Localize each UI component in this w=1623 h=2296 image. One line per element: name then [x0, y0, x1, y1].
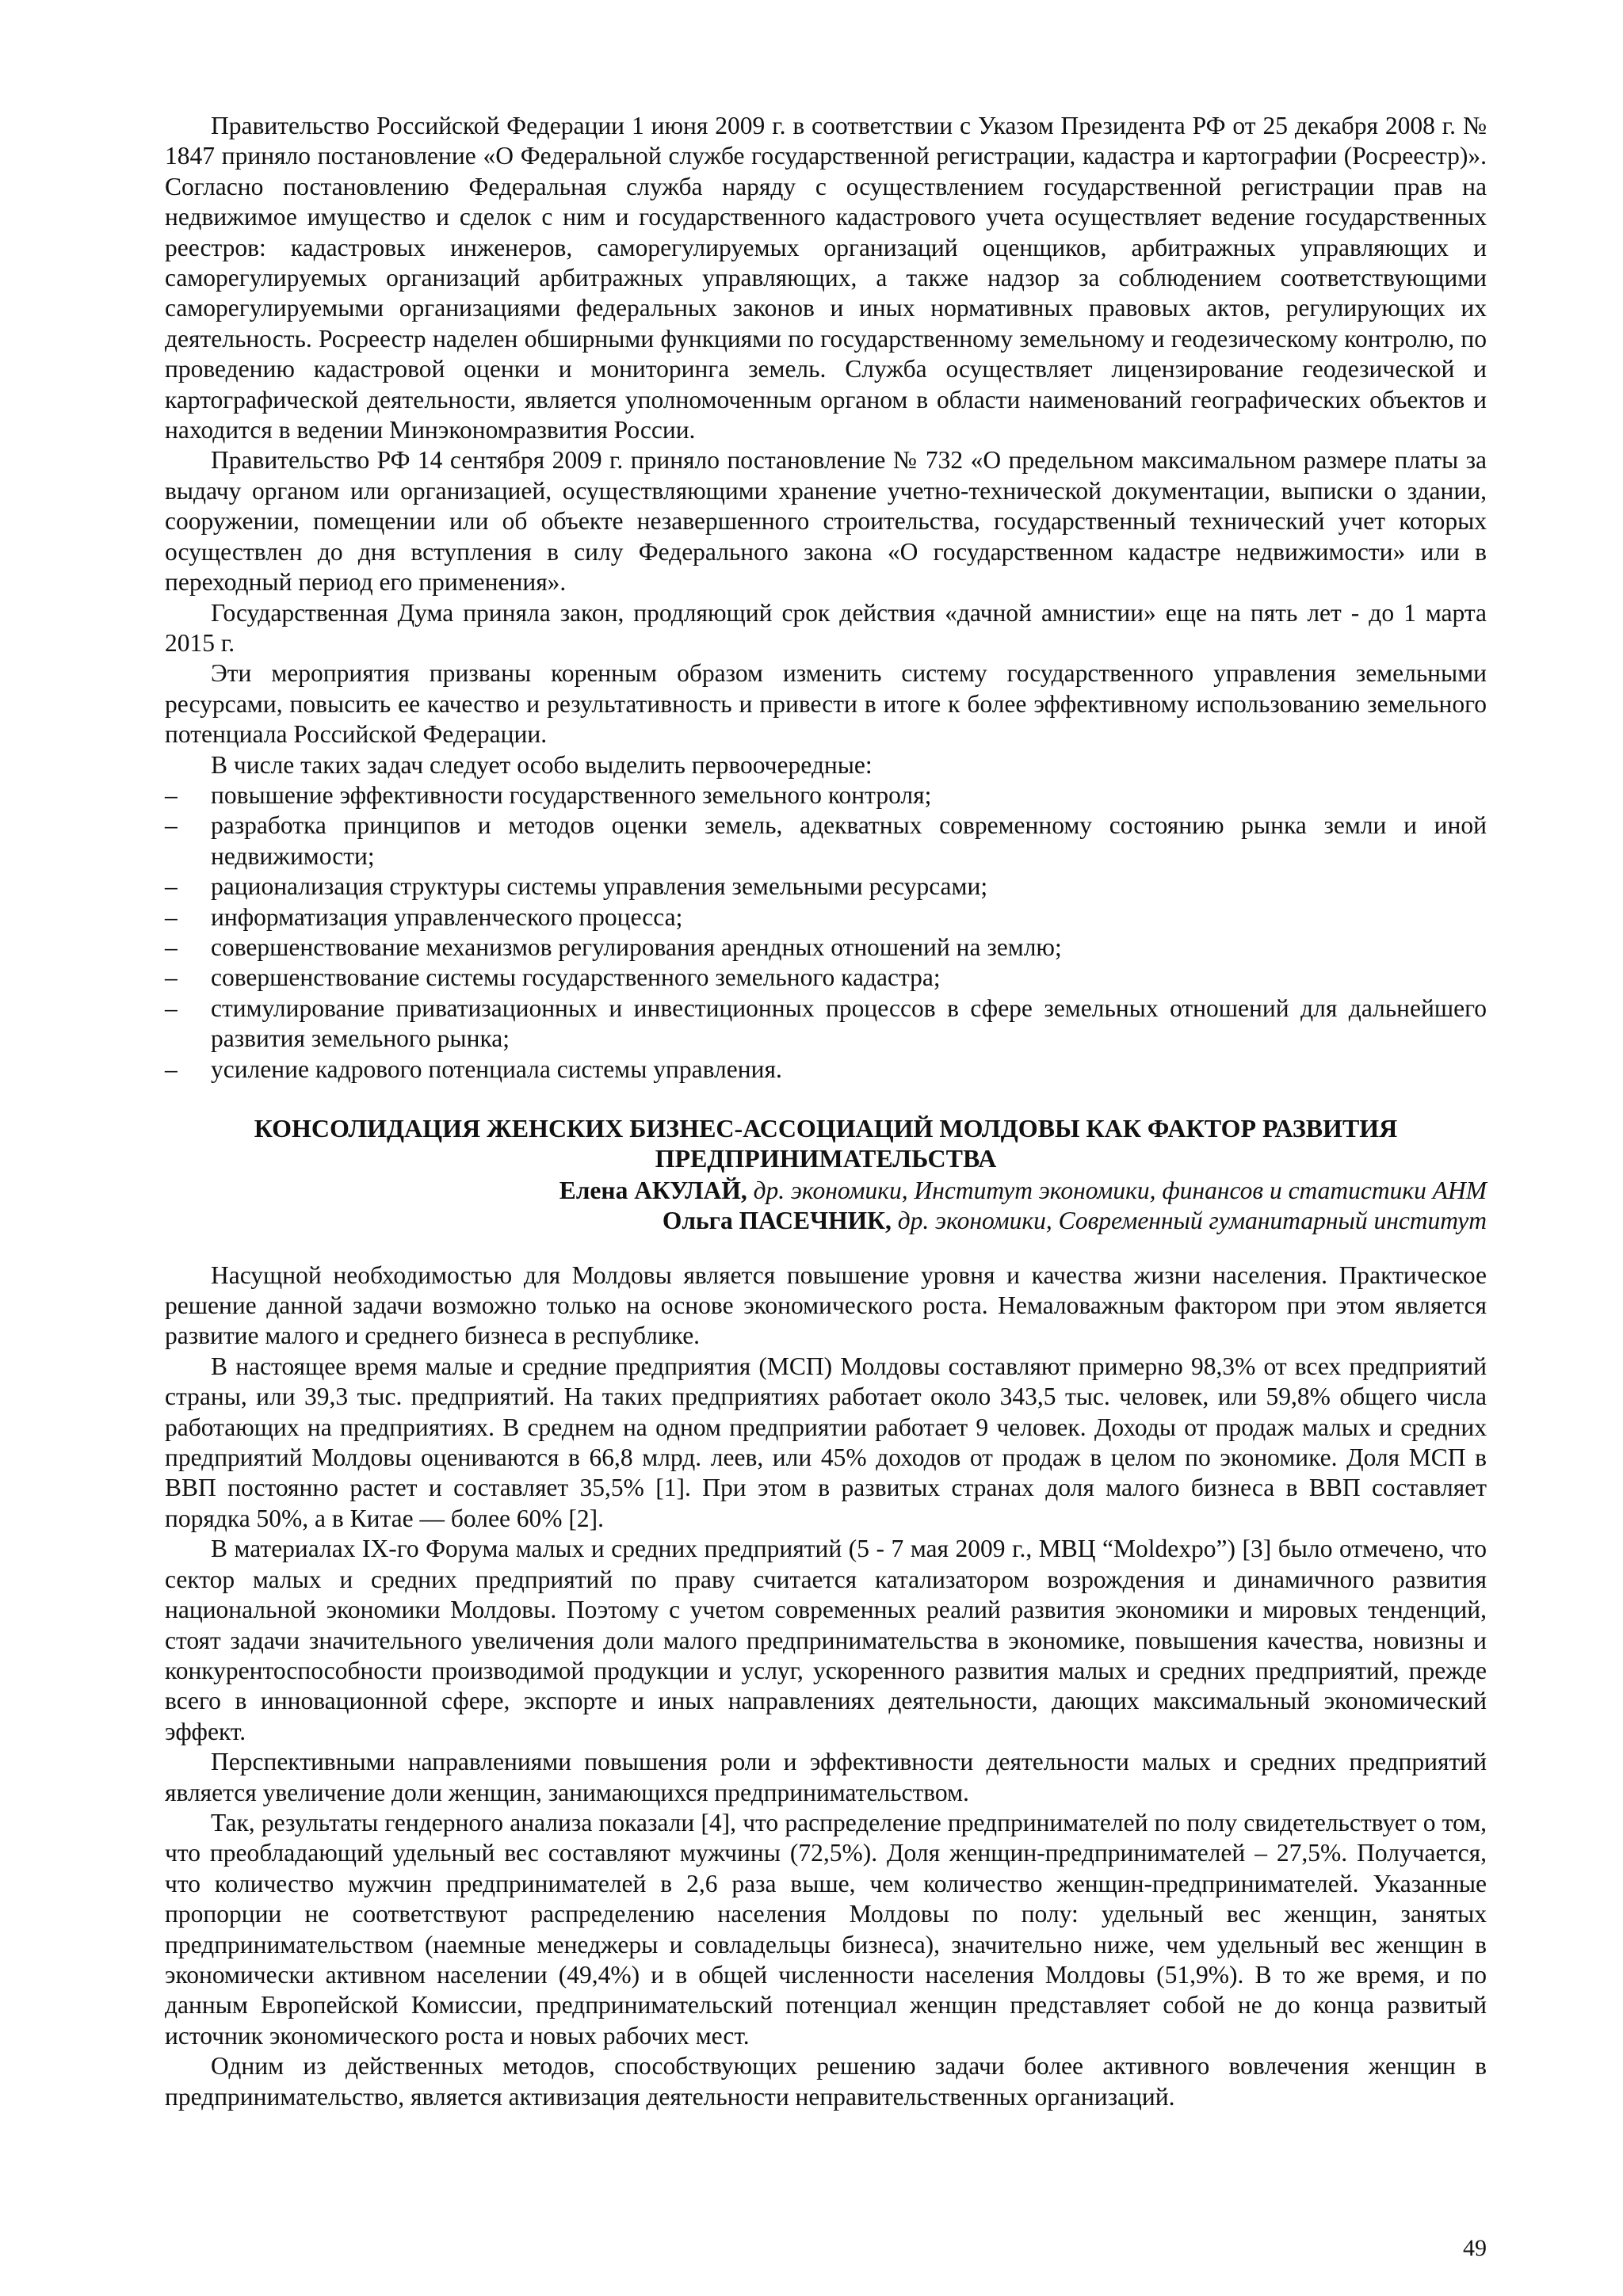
- list-bullet: –: [165, 780, 178, 809]
- page-number: 49: [1463, 2235, 1487, 2261]
- list-item: [165, 1055, 1487, 1085]
- article-paragraph: Одним из действенных методов, способствующих решению задачи более активного вовлечения женщин в предпринимательство, является активизация деятельности неправительственных организаций.: [165, 2052, 1487, 2111]
- list-bullet: –: [165, 933, 178, 961]
- article-paragraph: В настоящее время малые и средние предприятия (МСП) Молдовы составляют примерно 98,3% от всех предприятий страны, или 39,3 тыс. предприятий. На таких предприятиях работает около 343,5 тыс. человек, или 59,8% общего числа работающих на предприятиях. В среднем на одном предприятии работает 9 человек. Доходы от продаж малых и средних предприятий Молдовы оцениваются в 66,8 млрд. леев, или 45% доходов от продаж в целом по экономике. Доля МСП в ВВП постоянно растет и составляет 35,5% [1]. При этом в развитых странах доля малого бизнеса в ВВП составляет порядка 50%, а в Китае — более 60% [2].: [165, 1352, 1487, 1532]
- author-name: Елена АКУЛАЙ,: [559, 1176, 747, 1204]
- list-item-text: совершенствование системы государственного земельного кадастра;: [211, 963, 941, 992]
- list-bullet: –: [165, 811, 178, 840]
- list-bullet: –: [165, 994, 178, 1022]
- list-item: [165, 933, 1487, 963]
- paragraph-measures: Эти мероприятия призваны коренным образом изменить систему государственного управления земельными ресурсами, повысить ее качество и результативность и привести в итоге к более эффективному использованию земельного потенциала Российской Федерации.: [165, 659, 1487, 749]
- list-item-text: усиление кадрового потенциала системы управления.: [211, 1055, 782, 1083]
- article-paragraph: Перспективными направлениями повышения роли и эффективности деятельности малых и средних предприятий является увеличение доли женщин, занимающихся предпринимательством.: [165, 1748, 1487, 1806]
- article-title-line-1: КОНСОЛИДАЦИЯ ЖЕНСКИХ БИЗНЕС-АССОЦИАЦИЙ МОЛДОВЫ КАК ФАКТОР РАЗВИТИЯ: [254, 1114, 1398, 1142]
- article-title: [165, 1113, 1487, 1174]
- list-item: [165, 902, 1487, 933]
- list-bullet: –: [165, 963, 178, 992]
- list-item: [165, 871, 1487, 902]
- list-item-text: стимулирование приватизационных и инвестиционных процессов в сфере земельных отношений для дальнейшего развития земельного рынка;: [211, 994, 1487, 1053]
- list-item-text: рационализация структуры системы управления земельными ресурсами;: [211, 872, 988, 901]
- author-affiliation: др. экономики, Современный гуманитарный институт: [897, 1207, 1487, 1235]
- page-content: [165, 111, 1487, 2112]
- paragraph-priority-tasks: В числе таких задач следует особо выделить первоочередные:: [211, 750, 873, 779]
- list-item-text: повышение эффективности государственного земельного контроля;: [211, 780, 932, 809]
- author-affiliation: др. экономики, Институт экономики, финансов и статистики АНМ: [753, 1176, 1487, 1204]
- article-title-line-2: ПРЕДПРИНИМАТЕЛЬСТВА: [655, 1144, 997, 1173]
- list-item: [165, 994, 1487, 1055]
- article-authors: [165, 1176, 1487, 1237]
- list-item-text: информатизация управленческого процесса;: [211, 902, 683, 931]
- list-bullet: –: [165, 902, 178, 931]
- list-item: [165, 963, 1487, 993]
- list-item: [165, 780, 1487, 810]
- author-line: [165, 1176, 1487, 1206]
- list-item-text: разработка принципов и методов оценки земель, адекватных современному состоянию рынка земли и иной недвижимости;: [211, 811, 1487, 870]
- list-bullet: –: [165, 1055, 178, 1083]
- paragraph-dacha-amnesty: Государственная Дума приняла закон, продляющий срок действия «дачной амнистии» еще на пять лет - до 1 марта 2015 г.: [165, 598, 1487, 657]
- author-line: [165, 1206, 1487, 1236]
- article-paragraph: В материалах IX-го Форума малых и средних предприятий (5 - 7 мая 2009 г., МВЦ “Moldexpo”) [3] было отмечено, что сектор малых и средних предприятий по праву считается катализатором возрождения и динамичного развития национальной экономики Молдовы. Поэтому с учетом современных реалий развития экономики и мировых тенденций, стоят задачи значительного увеличения доли малого предпринимательства в экономике, повышения качества, новизны и конкурентоспособности производимой продукции и услуг, ускоренного развития малых и средних предприятий, прежде всего в инновационной сфере, экспорте и иных направлениях деятельности, дающих максимальный экономический эффект.: [165, 1535, 1487, 1745]
- list-item-text: совершенствование механизмов регулирования арендных отношений на землю;: [211, 933, 1062, 961]
- article-paragraph: Насущной необходимостью для Молдовы является повышение уровня и качества жизни населения. Практическое решение данной задачи возможно только на основе экономического роста. Немаловажным фактором при этом является развитие малого и среднего бизнеса в республике.: [165, 1261, 1487, 1350]
- author-name: Ольга ПАСЕЧНИК,: [662, 1207, 892, 1235]
- list-bullet: –: [165, 872, 178, 901]
- list-item: [165, 810, 1487, 871]
- paragraph-resolution-732: Правительство РФ 14 сентября 2009 г. приняло постановление № 732 «О предельном максимальном размере платы за выдачу органом или организацией, осуществляющими хранение учетно-технической документации, выписки о здании, сооружении, помещении или об объекте незавершенного строительства, государственный технический учет которых осуществлен до дня вступления в силу Федерального закона «О государственном кадастре недвижимости» или в переходный период его применения».: [165, 446, 1487, 597]
- priority-task-list: [165, 780, 1487, 1085]
- article-paragraph: Так, результаты гендерного анализа показали [4], что распределение предпринимателей по полу свидетельствует о том, что преобладающий удельный вес составляют мужчины (72,5%). Доля женщин-предпринимателей – 27,5%. Получается, что количество мужчин предпринимателей в 2,6 раза выше, чем количество женщин-предпринимателей. Указанные пропорции не соответствуют распределению населения Молдовы по полу: удельный вес женщин, занятых предпринимательством (наемные менеджеры и совладельцы бизнеса), значительно ниже, чем удельный вес женщин в экономически активном населении (49,4%) и в общей численности населения Молдовы (51,9%). В то же время, и по данным Европейской Комиссии, предпринимательский потенциал женщин представляет собой не до конца развитый источник экономического роста и новых рабочих мест.: [165, 1808, 1487, 2050]
- paragraph-rosreestr: Правительство Российской Федерации 1 июня 2009 г. в соответствии с Указом Президента РФ от 25 декабря 2008 г. № 1847 приняло постановление «О Федеральной службе государственной регистрации, кадастра и картографии (Росреестр)». Согласно постановлению Федеральная служба наряду с осуществлением государственной регистрации прав на недвижимое имущество и сделок с ним и государственного кадастрового учета осуществляет ведение государственных реестров: кадастровых инженеров, саморегулируемых организаций оценщиков, арбитражных управляющих и саморегулируемых организаций арбитражных управляющих, а также надзор за соблюдением соответствующими саморегулируемыми организациями федеральных законов и иных нормативных правовых актов, регулирующих их деятельность. Росреестр наделен обширными функциями по государственному земельному и геодезическому контролю, по проведению кадастровой оценки и мониторинга земель. Служба осуществляет лицензирование геодезической и картографической деятельности, является уполномоченным органом в области наименований географических объектов и находится в ведении Минэкономразвития России.: [165, 112, 1487, 444]
